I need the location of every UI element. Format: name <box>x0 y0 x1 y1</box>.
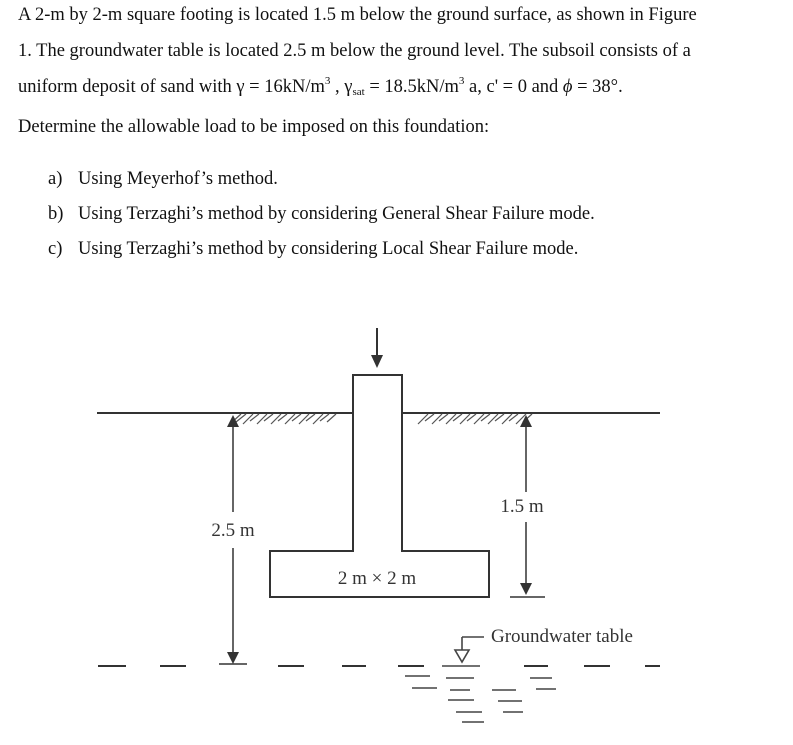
water-table-symbol <box>405 637 556 722</box>
dimension-label-2-5m: 2.5 m <box>211 520 255 541</box>
task-text-a: Using Meyerhof’s method. <box>78 169 278 189</box>
problem-question: Determine the allowable load to be imposed on this foundation: <box>18 117 490 137</box>
footing-outline <box>270 375 489 597</box>
soil-hatching-right <box>418 414 532 424</box>
task-text-b: Using Terzaghi’s method by considering General Shear Failure mode. <box>78 204 595 224</box>
line3-part-d: a, c' = 0 and <box>464 77 563 97</box>
phi-symbol: ϕ <box>562 77 573 97</box>
task-marker-a: a) <box>48 169 63 189</box>
task-marker-b: b) <box>48 204 64 224</box>
task-marker-c: c) <box>48 239 63 259</box>
line3-part-c: = 18.5kN/m <box>364 77 459 97</box>
problem-line-1: A 2-m by 2-m square footing is located 1.5 m below the ground surface, as shown in Figure <box>18 5 697 25</box>
footing-size-label: 2 m × 2 m <box>337 568 417 589</box>
task-text-c: Using Terzaghi’s method by considering Local Shear Failure mode. <box>78 239 579 259</box>
line3-part-a: uniform deposit of sand with γ = 16kN/m <box>18 77 325 97</box>
line3-part-e: = 38°. <box>572 77 623 97</box>
dimension-label-1-5m: 1.5 m <box>500 496 544 517</box>
line3-part-b: , γ <box>330 77 353 97</box>
cubic-exponent-1: 3 <box>324 75 331 87</box>
cubic-exponent-2: 3 <box>458 75 465 87</box>
problem-line-2: 1. The groundwater table is located 2.5 m below the ground level. The subsoil consists of a <box>18 41 691 61</box>
sat-subscript: sat <box>352 86 365 98</box>
soil-hatching-left <box>230 414 336 424</box>
groundwater-table-label: Groundwater table <box>491 626 633 647</box>
load-arrow <box>371 328 383 368</box>
